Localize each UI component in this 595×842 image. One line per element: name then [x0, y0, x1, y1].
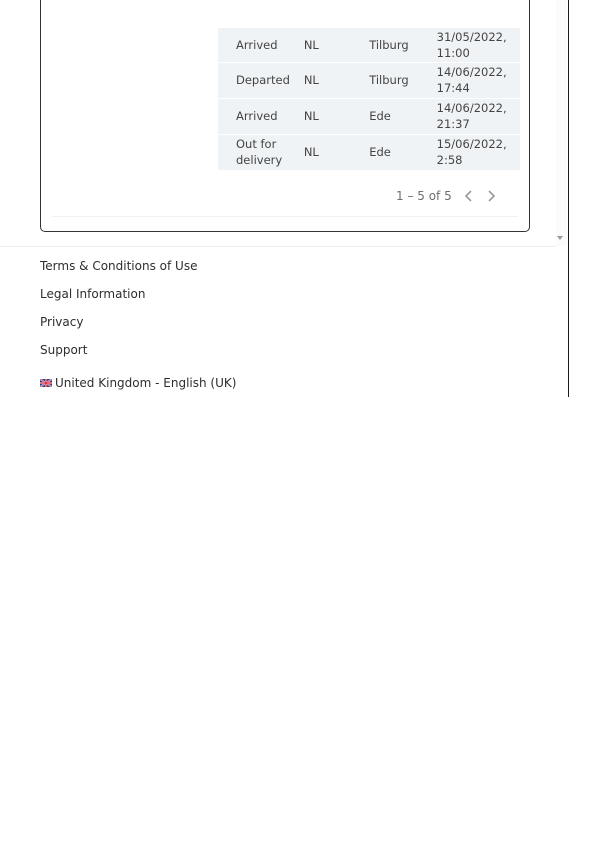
- vertical-scrollbar[interactable]: [556, 0, 567, 246]
- time-text: 11:00: [436, 45, 470, 60]
- datetime-cell: [431, 28, 520, 62]
- status-cell: Arrived: [218, 28, 298, 62]
- support-link[interactable]: Support: [40, 343, 88, 357]
- tracking-scroll-area[interactable]: [0, 0, 556, 247]
- city-cell: Ede: [363, 98, 430, 134]
- status-cell: Out for delivery: [218, 134, 298, 170]
- date-text: 15/06/2022,: [436, 137, 507, 151]
- chevron-right-icon: [486, 190, 496, 202]
- pagination-range-label: 1 – 5 of 5: [396, 189, 452, 203]
- locale-selector[interactable]: [40, 369, 236, 397]
- terms-link[interactable]: Terms & Conditions of Use: [40, 259, 198, 273]
- time-text: 21:37: [436, 117, 470, 131]
- footer-nav: [40, 257, 236, 397]
- time-text: 2:58: [436, 153, 463, 167]
- privacy-link[interactable]: Privacy: [40, 315, 84, 329]
- table-row: [218, 98, 520, 134]
- datetime-cell: [431, 62, 520, 98]
- card-divider: [52, 216, 518, 217]
- country-cell: NL: [298, 98, 363, 134]
- tracking-history-table: [218, 28, 520, 171]
- country-cell: NL: [298, 134, 363, 170]
- previous-page-button[interactable]: [460, 188, 478, 204]
- chevron-left-icon: [464, 190, 474, 202]
- table-row: [218, 28, 520, 62]
- date-text: 14/06/2022,: [436, 101, 507, 115]
- city-cell: Tilburg: [363, 28, 430, 62]
- legal-information-link[interactable]: Legal Information: [40, 287, 146, 301]
- uk-flag-icon: [40, 379, 52, 387]
- country-cell: NL: [298, 62, 363, 98]
- country-cell: NL: [298, 28, 363, 62]
- scroll-down-arrow-icon[interactable]: [557, 236, 563, 240]
- next-page-button[interactable]: [482, 188, 500, 204]
- table-row: [218, 62, 520, 98]
- status-cell: Departed: [218, 62, 298, 98]
- date-text: 31/05/2022,: [436, 29, 507, 44]
- locale-label: United Kingdom - English (UK): [55, 376, 237, 390]
- table-row: [218, 134, 520, 170]
- date-text: 14/06/2022,: [436, 65, 507, 79]
- city-cell: Ede: [363, 134, 430, 170]
- page-viewport: [0, 0, 569, 397]
- time-text: 17:44: [436, 81, 470, 95]
- city-cell: Tilburg: [363, 62, 430, 98]
- datetime-cell: [431, 134, 520, 170]
- pagination: [396, 188, 500, 204]
- datetime-cell: [431, 98, 520, 134]
- status-cell: Arrived: [218, 98, 298, 134]
